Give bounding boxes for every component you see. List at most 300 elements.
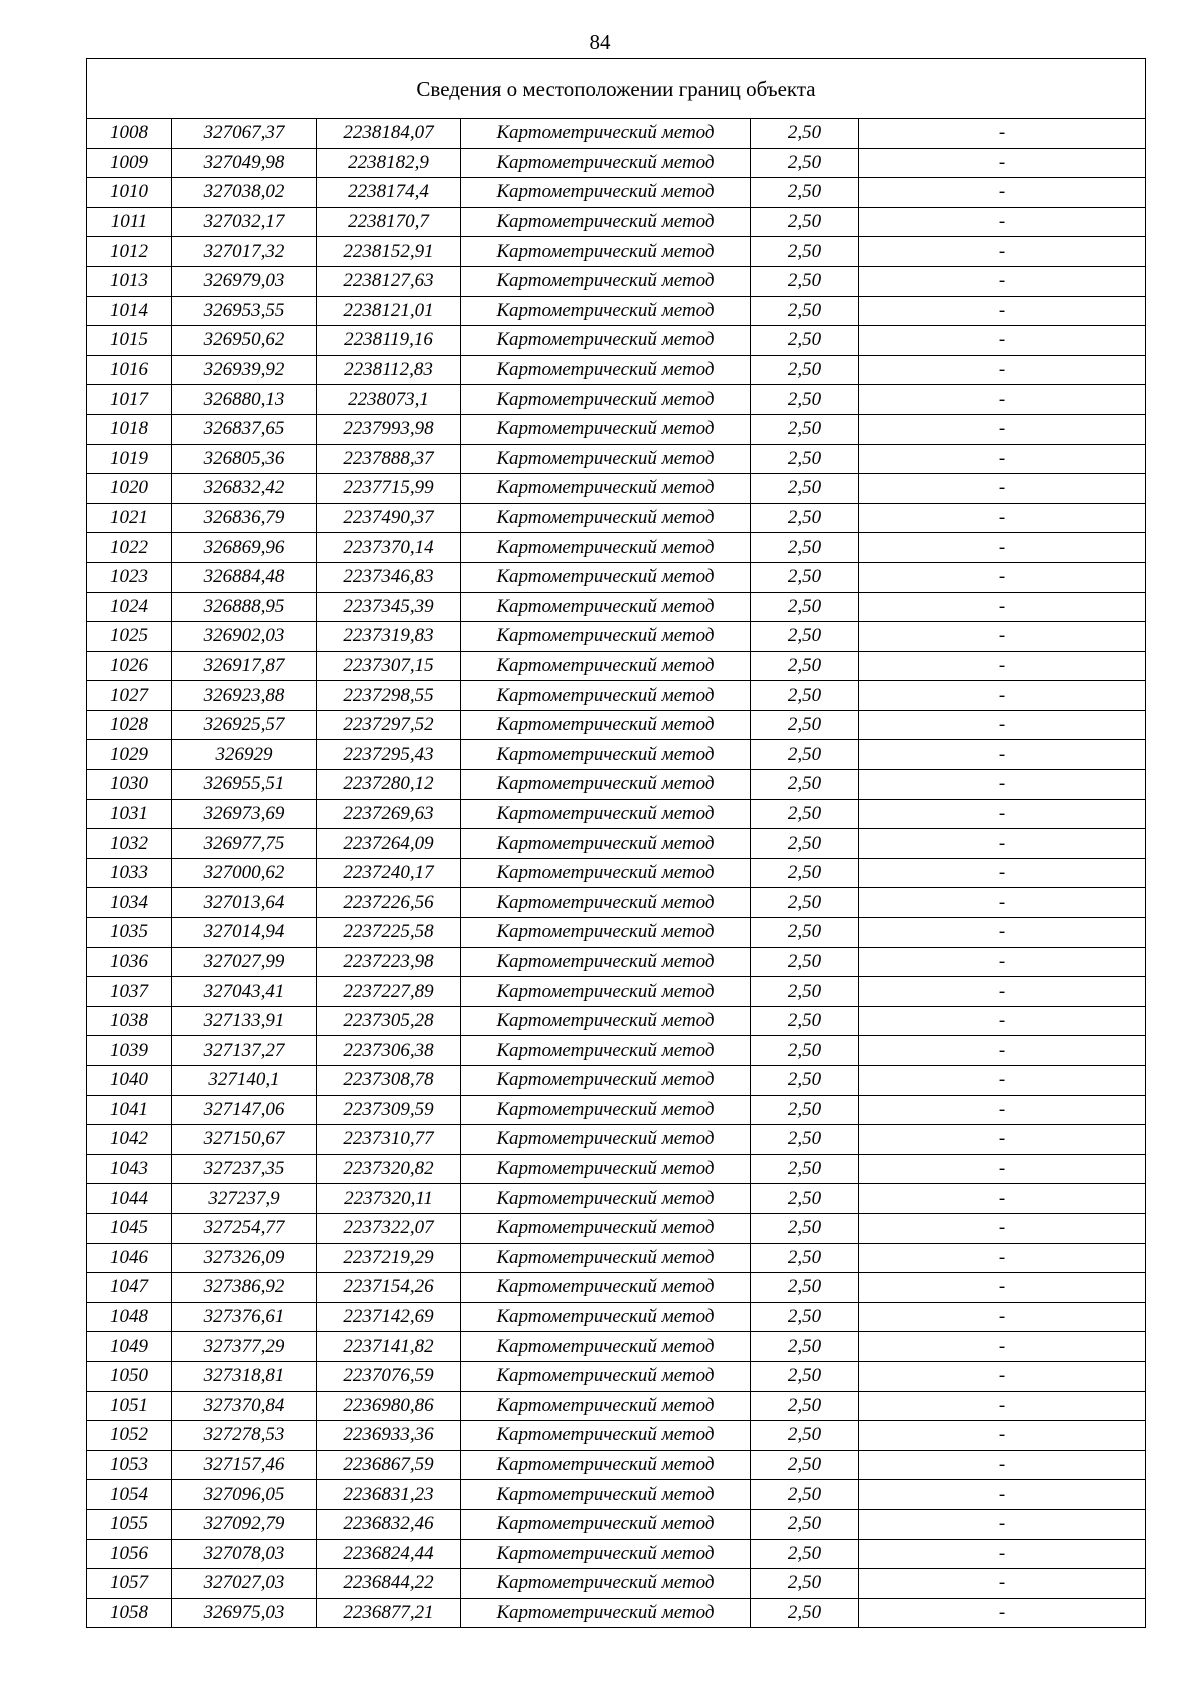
x-coordinate-cell: 327067,37 xyxy=(172,119,317,148)
x-coordinate-cell: 327254,77 xyxy=(172,1213,317,1243)
y-coordinate-cell: 2237141,82 xyxy=(317,1332,461,1362)
table-row xyxy=(87,1539,1145,1569)
description-cell: - xyxy=(859,355,1146,385)
point-number-cell: 1013 xyxy=(87,266,172,296)
point-number-cell: 1029 xyxy=(87,740,172,770)
accuracy-cell: 2,50 xyxy=(751,1332,859,1362)
method-cell: Картометрический метод xyxy=(461,710,751,740)
description-cell: - xyxy=(859,1332,1146,1362)
method-cell: Картометрический метод xyxy=(461,1598,751,1627)
point-number-cell: 1008 xyxy=(87,119,172,148)
y-coordinate-cell: 2237490,37 xyxy=(317,503,461,533)
table-row xyxy=(87,1213,1145,1243)
x-coordinate-cell: 327038,02 xyxy=(172,178,317,208)
accuracy-cell: 2,50 xyxy=(751,592,859,622)
x-coordinate-cell: 326955,51 xyxy=(172,770,317,800)
table-row xyxy=(87,207,1145,237)
description-cell: - xyxy=(859,681,1146,711)
method-cell: Картометрический метод xyxy=(461,1006,751,1036)
description-cell: - xyxy=(859,1361,1146,1391)
x-coordinate-cell: 326836,79 xyxy=(172,503,317,533)
point-number-cell: 1020 xyxy=(87,474,172,504)
y-coordinate-cell: 2236844,22 xyxy=(317,1569,461,1599)
description-cell: - xyxy=(859,651,1146,681)
x-coordinate-cell: 326973,69 xyxy=(172,799,317,829)
accuracy-cell: 2,50 xyxy=(751,1480,859,1510)
x-coordinate-cell: 326925,57 xyxy=(172,710,317,740)
accuracy-cell: 2,50 xyxy=(751,1391,859,1421)
description-cell: - xyxy=(859,237,1146,267)
method-cell: Картометрический метод xyxy=(461,740,751,770)
accuracy-cell: 2,50 xyxy=(751,1066,859,1096)
y-coordinate-cell: 2238073,1 xyxy=(317,385,461,415)
method-cell: Картометрический метод xyxy=(461,1036,751,1066)
y-coordinate-cell: 2238152,91 xyxy=(317,237,461,267)
x-coordinate-cell: 326977,75 xyxy=(172,829,317,859)
description-cell: - xyxy=(859,888,1146,918)
accuracy-cell: 2,50 xyxy=(751,1569,859,1599)
point-number-cell: 1048 xyxy=(87,1302,172,1332)
table-row xyxy=(87,1036,1145,1066)
accuracy-cell: 2,50 xyxy=(751,651,859,681)
x-coordinate-cell: 327027,03 xyxy=(172,1569,317,1599)
method-cell: Картометрический метод xyxy=(461,1213,751,1243)
point-number-cell: 1022 xyxy=(87,533,172,563)
y-coordinate-cell: 2237993,98 xyxy=(317,414,461,444)
method-cell: Картометрический метод xyxy=(461,888,751,918)
table-row xyxy=(87,1273,1145,1303)
x-coordinate-cell: 327078,03 xyxy=(172,1539,317,1569)
x-coordinate-cell: 327013,64 xyxy=(172,888,317,918)
table-row xyxy=(87,326,1145,356)
x-coordinate-cell: 327376,61 xyxy=(172,1302,317,1332)
table-row xyxy=(87,622,1145,652)
description-cell: - xyxy=(859,1421,1146,1451)
description-cell: - xyxy=(859,1273,1146,1303)
point-number-cell: 1018 xyxy=(87,414,172,444)
x-coordinate-cell: 327278,53 xyxy=(172,1421,317,1451)
point-number-cell: 1009 xyxy=(87,148,172,178)
table-row xyxy=(87,947,1145,977)
accuracy-cell: 2,50 xyxy=(751,770,859,800)
accuracy-cell: 2,50 xyxy=(751,562,859,592)
accuracy-cell: 2,50 xyxy=(751,148,859,178)
table-row xyxy=(87,1184,1145,1214)
point-number-cell: 1024 xyxy=(87,592,172,622)
description-cell: - xyxy=(859,622,1146,652)
accuracy-cell: 2,50 xyxy=(751,444,859,474)
description-cell: - xyxy=(859,1036,1146,1066)
point-number-cell: 1042 xyxy=(87,1125,172,1155)
method-cell: Картометрический метод xyxy=(461,444,751,474)
description-cell: - xyxy=(859,592,1146,622)
point-number-cell: 1019 xyxy=(87,444,172,474)
point-number-cell: 1025 xyxy=(87,622,172,652)
boundary-table xyxy=(86,58,1146,1628)
table-row xyxy=(87,740,1145,770)
y-coordinate-cell: 2237076,59 xyxy=(317,1361,461,1391)
method-cell: Картометрический метод xyxy=(461,1154,751,1184)
table-row xyxy=(87,562,1145,592)
y-coordinate-cell: 2238174,4 xyxy=(317,178,461,208)
x-coordinate-cell: 326832,42 xyxy=(172,474,317,504)
table-row xyxy=(87,178,1145,208)
description-cell: - xyxy=(998,1601,1006,1623)
description-cell: - xyxy=(859,918,1146,948)
description-cell: - xyxy=(859,1243,1146,1273)
x-coordinate-cell: 327318,81 xyxy=(172,1361,317,1391)
x-coordinate-cell: 327137,27 xyxy=(172,1036,317,1066)
point-number-cell: 1036 xyxy=(87,947,172,977)
table-row xyxy=(87,237,1145,267)
method-cell: Картометрический метод xyxy=(461,829,751,859)
accuracy-cell: 2,50 xyxy=(751,1095,859,1125)
point-number-cell: 1011 xyxy=(87,207,172,237)
table-row xyxy=(87,1154,1145,1184)
description-cell: - xyxy=(859,858,1146,888)
y-coordinate-cell: 2237280,12 xyxy=(317,770,461,800)
accuracy-cell: 2,50 xyxy=(751,1302,859,1332)
y-coordinate-cell: 2237715,99 xyxy=(317,474,461,504)
method-cell: Картометрический метод xyxy=(461,562,751,592)
table-row xyxy=(87,1450,1145,1480)
point-number-cell: 1012 xyxy=(87,237,172,267)
method-cell: Картометрический метод xyxy=(461,977,751,1007)
table-row xyxy=(87,710,1145,740)
x-coordinate-cell: 327014,94 xyxy=(172,918,317,948)
table-row xyxy=(87,355,1145,385)
accuracy-cell: 2,50 xyxy=(751,1036,859,1066)
accuracy-cell: 2,50 xyxy=(751,207,859,237)
y-coordinate-cell: 2237320,11 xyxy=(317,1184,461,1214)
x-coordinate-cell: 327140,1 xyxy=(172,1066,317,1096)
x-coordinate-cell: 326805,36 xyxy=(172,444,317,474)
method-cell: Картометрический метод xyxy=(461,503,751,533)
table-row xyxy=(87,1361,1145,1391)
y-coordinate-cell: 2237154,26 xyxy=(317,1273,461,1303)
table-row xyxy=(87,888,1145,918)
point-number-cell: 1055 xyxy=(87,1509,172,1539)
point-number-cell: 1017 xyxy=(87,385,172,415)
method-cell: Картометрический метод xyxy=(461,385,751,415)
description-cell: - xyxy=(859,1154,1146,1184)
table-row xyxy=(87,148,1145,178)
point-number-cell: 1052 xyxy=(87,1421,172,1451)
accuracy-cell: 2,50 xyxy=(751,622,859,652)
method-cell: Картометрический метод xyxy=(461,1332,751,1362)
x-coordinate-cell: 327237,35 xyxy=(172,1154,317,1184)
accuracy-cell: 2,50 xyxy=(751,1273,859,1303)
x-coordinate-cell: 327133,91 xyxy=(172,1006,317,1036)
x-coordinate-cell: 327000,62 xyxy=(172,858,317,888)
table-row xyxy=(87,296,1145,326)
method-cell: Картометрический метод xyxy=(461,1273,751,1303)
table-row xyxy=(87,1066,1145,1096)
point-number-cell: 1050 xyxy=(87,1361,172,1391)
accuracy-cell: 2,50 xyxy=(751,1509,859,1539)
method-cell: Картометрический метод xyxy=(461,296,751,326)
y-coordinate-cell: 2236831,23 xyxy=(317,1480,461,1510)
description-cell: - xyxy=(859,947,1146,977)
method-cell: Картометрический метод xyxy=(461,326,751,356)
y-coordinate-cell: 2237308,78 xyxy=(317,1066,461,1096)
accuracy-cell: 2,50 xyxy=(751,237,859,267)
description-cell: - xyxy=(859,710,1146,740)
description-cell: - xyxy=(859,1480,1146,1510)
y-coordinate-cell: 2237307,15 xyxy=(317,651,461,681)
y-coordinate-cell: 2237309,59 xyxy=(317,1095,461,1125)
accuracy-cell: 2,50 xyxy=(751,503,859,533)
method-cell: Картометрический метод xyxy=(461,414,751,444)
method-cell: Картометрический метод xyxy=(461,1539,751,1569)
x-coordinate-cell: 327326,09 xyxy=(172,1243,317,1273)
table-row xyxy=(87,1480,1145,1510)
description-cell: - xyxy=(859,533,1146,563)
table-row xyxy=(87,858,1145,888)
x-coordinate-cell: 327049,98 xyxy=(172,148,317,178)
description-cell: - xyxy=(859,1539,1146,1569)
description-cell: - xyxy=(859,829,1146,859)
x-coordinate-cell: 326902,03 xyxy=(172,622,317,652)
method-cell: Картометрический метод xyxy=(461,355,751,385)
description-cell: - xyxy=(859,414,1146,444)
method-cell: Картометрический метод xyxy=(461,533,751,563)
y-coordinate-cell: 2238121,01 xyxy=(317,296,461,326)
method-cell: Картометрический метод xyxy=(461,947,751,977)
coordinates-table-body xyxy=(87,119,1145,1627)
description-cell: - xyxy=(859,1213,1146,1243)
x-coordinate-cell: 326888,95 xyxy=(172,592,317,622)
accuracy-cell: 2,50 xyxy=(751,355,859,385)
accuracy-cell: 2,50 xyxy=(751,977,859,1007)
x-coordinate-cell: 326979,03 xyxy=(172,266,317,296)
table-title: Сведения о местоположении границ объекта xyxy=(87,59,1145,119)
point-number-cell: 1057 xyxy=(87,1569,172,1599)
accuracy-cell: 2,50 xyxy=(751,888,859,918)
x-coordinate-cell: 327043,41 xyxy=(172,977,317,1007)
description-cell: - xyxy=(859,1450,1146,1480)
method-cell: Картометрический метод xyxy=(461,858,751,888)
y-coordinate-cell: 2238119,16 xyxy=(317,326,461,356)
accuracy-cell: 2,50 xyxy=(751,947,859,977)
description-cell: - xyxy=(859,296,1146,326)
table-row xyxy=(87,385,1145,415)
point-number-cell: 1027 xyxy=(87,681,172,711)
method-cell: Картометрический метод xyxy=(461,1243,751,1273)
method-cell: Картометрический метод xyxy=(461,119,751,148)
description-cell: - xyxy=(859,119,1146,148)
table-row xyxy=(87,119,1145,148)
description-cell: - xyxy=(859,474,1146,504)
x-coordinate-cell: 326880,13 xyxy=(172,385,317,415)
point-number-cell: 1032 xyxy=(87,829,172,859)
accuracy-cell: 2,50 xyxy=(751,1361,859,1391)
y-coordinate-cell: 2236933,36 xyxy=(317,1421,461,1451)
y-coordinate-cell: 2237225,58 xyxy=(317,918,461,948)
y-coordinate-cell: 2237298,55 xyxy=(317,681,461,711)
description-cell: - xyxy=(859,770,1146,800)
table-row xyxy=(87,414,1145,444)
table-row xyxy=(87,1569,1145,1599)
method-cell: Картометрический метод xyxy=(461,1125,751,1155)
y-coordinate-cell: 2236980,86 xyxy=(317,1391,461,1421)
table-row xyxy=(87,1006,1145,1036)
accuracy-cell: 2,50 xyxy=(751,918,859,948)
accuracy-cell: 2,50 xyxy=(751,1539,859,1569)
method-cell: Картометрический метод xyxy=(461,651,751,681)
method-cell: Картометрический метод xyxy=(461,1302,751,1332)
table-row xyxy=(87,1302,1145,1332)
x-coordinate-cell: 326837,65 xyxy=(172,414,317,444)
description-cell: - xyxy=(859,1095,1146,1125)
table-row xyxy=(87,799,1145,829)
x-coordinate-cell: 326923,88 xyxy=(172,681,317,711)
point-number-cell: 1041 xyxy=(87,1095,172,1125)
description-cell: - xyxy=(859,1302,1146,1332)
y-coordinate-cell: 2237305,28 xyxy=(317,1006,461,1036)
table-row xyxy=(87,770,1145,800)
description-cell: - xyxy=(859,799,1146,829)
method-cell: Картометрический метод xyxy=(461,1480,751,1510)
y-coordinate-cell: 2236824,44 xyxy=(317,1539,461,1569)
method-cell: Картометрический метод xyxy=(461,1361,751,1391)
point-number-cell: 1030 xyxy=(87,770,172,800)
table-row xyxy=(87,474,1145,504)
point-number-cell: 1028 xyxy=(87,710,172,740)
accuracy-cell: 2,50 xyxy=(751,740,859,770)
y-coordinate-cell: 2236877,21 xyxy=(317,1598,461,1627)
y-coordinate-cell: 2237370,14 xyxy=(317,533,461,563)
table-row xyxy=(87,1125,1145,1155)
accuracy-cell: 2,50 xyxy=(751,385,859,415)
table-row xyxy=(87,1598,1145,1627)
method-cell: Картометрический метод xyxy=(461,592,751,622)
y-coordinate-cell: 2237223,98 xyxy=(317,947,461,977)
y-coordinate-cell: 2238127,63 xyxy=(317,266,461,296)
method-cell: Картометрический метод xyxy=(461,918,751,948)
point-number-cell: 1058 xyxy=(87,1598,172,1627)
y-coordinate-cell: 2237888,37 xyxy=(317,444,461,474)
method-cell: Картометрический метод xyxy=(461,1421,751,1451)
y-coordinate-cell: 2237310,77 xyxy=(317,1125,461,1155)
method-cell: Картометрический метод xyxy=(461,1066,751,1096)
accuracy-cell: 2,50 xyxy=(751,1421,859,1451)
x-coordinate-cell: 326884,48 xyxy=(172,562,317,592)
x-coordinate-cell: 327377,29 xyxy=(172,1332,317,1362)
point-number-cell: 1033 xyxy=(87,858,172,888)
x-coordinate-cell: 327386,92 xyxy=(172,1273,317,1303)
y-coordinate-cell: 2238170,7 xyxy=(317,207,461,237)
point-number-cell: 1034 xyxy=(87,888,172,918)
accuracy-cell: 2,50 xyxy=(751,1450,859,1480)
y-coordinate-cell: 2237227,89 xyxy=(317,977,461,1007)
accuracy-cell: 2,50 xyxy=(751,1598,859,1627)
x-coordinate-cell: 327092,79 xyxy=(172,1509,317,1539)
description-cell: - xyxy=(859,326,1146,356)
description-cell: - xyxy=(859,1569,1146,1599)
accuracy-cell: 2,50 xyxy=(751,1125,859,1155)
point-number-cell: 1031 xyxy=(87,799,172,829)
y-coordinate-cell: 2237219,29 xyxy=(317,1243,461,1273)
accuracy-cell: 2,50 xyxy=(751,1213,859,1243)
accuracy-cell: 2,50 xyxy=(751,710,859,740)
x-coordinate-cell: 327017,32 xyxy=(172,237,317,267)
point-number-cell: 1023 xyxy=(87,562,172,592)
method-cell: Картометрический метод xyxy=(461,1569,751,1599)
table-row xyxy=(87,977,1145,1007)
description-cell: - xyxy=(859,1125,1146,1155)
point-number-cell: 1049 xyxy=(87,1332,172,1362)
table-row xyxy=(87,592,1145,622)
description-cell: - xyxy=(859,977,1146,1007)
table-row xyxy=(87,918,1145,948)
method-cell: Картометрический метод xyxy=(461,178,751,208)
table-row xyxy=(87,1391,1145,1421)
point-number-cell: 1035 xyxy=(87,918,172,948)
accuracy-cell: 2,50 xyxy=(751,266,859,296)
y-coordinate-cell: 2237264,09 xyxy=(317,829,461,859)
table-row xyxy=(87,1509,1145,1539)
point-number-cell: 1046 xyxy=(87,1243,172,1273)
table-row xyxy=(87,651,1145,681)
description-cell: - xyxy=(859,1391,1146,1421)
method-cell: Картометрический метод xyxy=(461,474,751,504)
y-coordinate-cell: 2238182,9 xyxy=(317,148,461,178)
description-cell: - xyxy=(859,148,1146,178)
x-coordinate-cell: 326917,87 xyxy=(172,651,317,681)
point-number-cell: 1045 xyxy=(87,1213,172,1243)
table-row xyxy=(87,503,1145,533)
method-cell: Картометрический метод xyxy=(461,622,751,652)
point-number-cell: 1053 xyxy=(87,1450,172,1480)
y-coordinate-cell: 2238112,83 xyxy=(317,355,461,385)
point-number-cell: 1056 xyxy=(87,1539,172,1569)
accuracy-cell: 2,50 xyxy=(751,1184,859,1214)
description-cell: - xyxy=(859,266,1146,296)
description-cell: - xyxy=(859,1509,1146,1539)
table-row xyxy=(87,1421,1145,1451)
table-row xyxy=(87,681,1145,711)
point-number-cell: 1037 xyxy=(87,977,172,1007)
y-coordinate-cell: 2236867,59 xyxy=(317,1450,461,1480)
x-coordinate-cell: 327150,67 xyxy=(172,1125,317,1155)
point-number-cell: 1014 xyxy=(87,296,172,326)
accuracy-cell: 2,50 xyxy=(751,119,859,148)
description-cell: - xyxy=(859,1184,1146,1214)
y-coordinate-cell: 2237319,83 xyxy=(317,622,461,652)
y-coordinate-cell: 2237306,38 xyxy=(317,1036,461,1066)
x-coordinate-cell: 326950,62 xyxy=(172,326,317,356)
accuracy-cell: 2,50 xyxy=(751,799,859,829)
description-cell: - xyxy=(859,1066,1146,1096)
y-coordinate-cell: 2238184,07 xyxy=(317,119,461,148)
x-coordinate-cell: 327157,46 xyxy=(172,1450,317,1480)
point-number-cell: 1038 xyxy=(87,1006,172,1036)
y-coordinate-cell: 2236832,46 xyxy=(317,1509,461,1539)
table-row xyxy=(87,1095,1145,1125)
method-cell: Картометрический метод xyxy=(461,799,751,829)
accuracy-cell: 2,50 xyxy=(751,296,859,326)
description-cell: - xyxy=(859,178,1146,208)
accuracy-cell: 2,50 xyxy=(751,1154,859,1184)
y-coordinate-cell: 2237240,17 xyxy=(317,858,461,888)
y-coordinate-cell: 2237320,82 xyxy=(317,1154,461,1184)
y-coordinate-cell: 2237346,83 xyxy=(317,562,461,592)
table-row xyxy=(87,444,1145,474)
accuracy-cell: 2,50 xyxy=(751,1243,859,1273)
x-coordinate-cell: 327370,84 xyxy=(172,1391,317,1421)
description-cell: - xyxy=(859,503,1146,533)
